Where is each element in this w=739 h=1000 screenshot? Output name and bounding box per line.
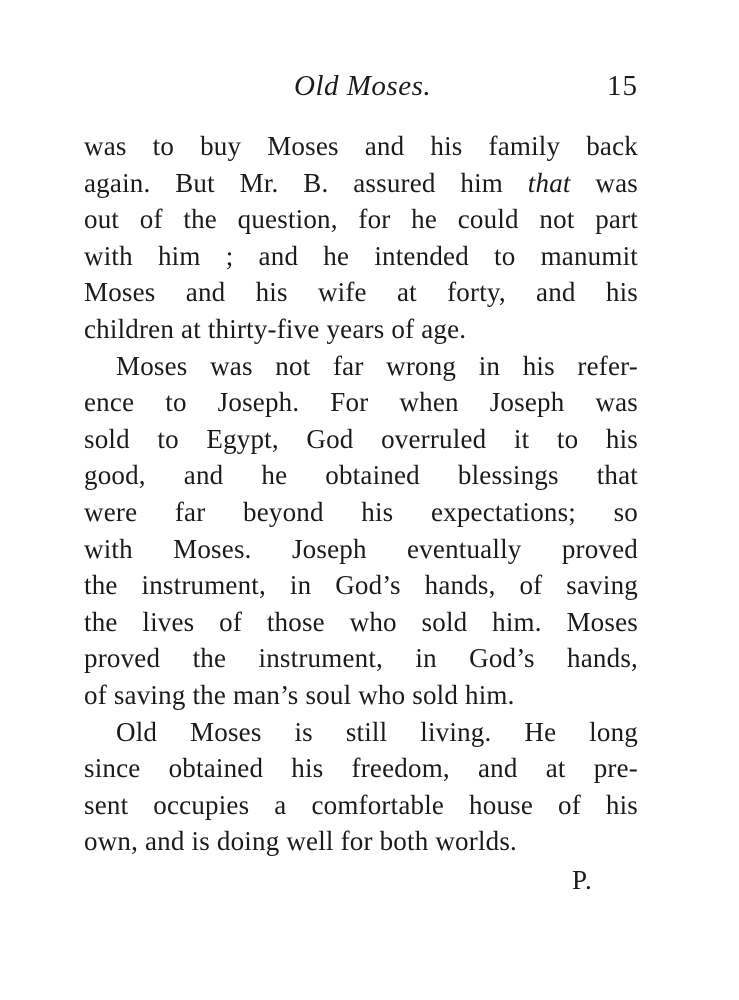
text-line: of saving the man’s soul who sold him.	[84, 679, 515, 710]
text-segment: again. But Mr. B. assured him	[84, 167, 528, 198]
text-line: were far beyond his expectations; so	[84, 496, 638, 527]
text-line: sold to Egypt, God overruled it to his	[84, 423, 638, 454]
text-line: sent occupies a comfortable house of his	[84, 789, 638, 820]
page-number: 15	[607, 70, 638, 102]
text-line: proved the instrument, in God’s hands,	[84, 643, 638, 674]
text-line: since obtained his freedom, and at pre-	[84, 753, 638, 784]
body-text	[84, 128, 638, 860]
text-line	[84, 165, 638, 202]
running-title: Old Moses.	[294, 70, 432, 102]
text-line: Moses was not far wrong in his refer-	[116, 350, 638, 381]
emphasized-word: that	[527, 167, 571, 198]
text-line: Old Moses is still living. He long	[116, 716, 638, 747]
text-line: ence to Joseph. For when Joseph was	[84, 387, 638, 418]
text-line: out of the question, for he could not part	[84, 204, 638, 235]
page-header	[84, 70, 638, 110]
text-line: children at thirty-five years of age.	[84, 313, 467, 344]
text-line: with him ; and he intended to manumit	[84, 240, 638, 271]
text-line: the instrument, in God’s hands, of saving	[84, 570, 638, 601]
signature-initial: P.	[572, 865, 593, 895]
text-line: the lives of those who sold him. Moses	[84, 606, 638, 637]
text-line: good, and he obtained blessings that	[84, 460, 638, 491]
text-line: own, and is doing well for both worlds.	[84, 826, 518, 857]
text-segment: was	[570, 167, 638, 198]
text-line: Moses and his wife at forty, and his	[84, 277, 638, 308]
text-line: with Moses. Joseph eventually proved	[84, 533, 638, 564]
text-line: was to buy Moses and his family back	[84, 131, 638, 161]
